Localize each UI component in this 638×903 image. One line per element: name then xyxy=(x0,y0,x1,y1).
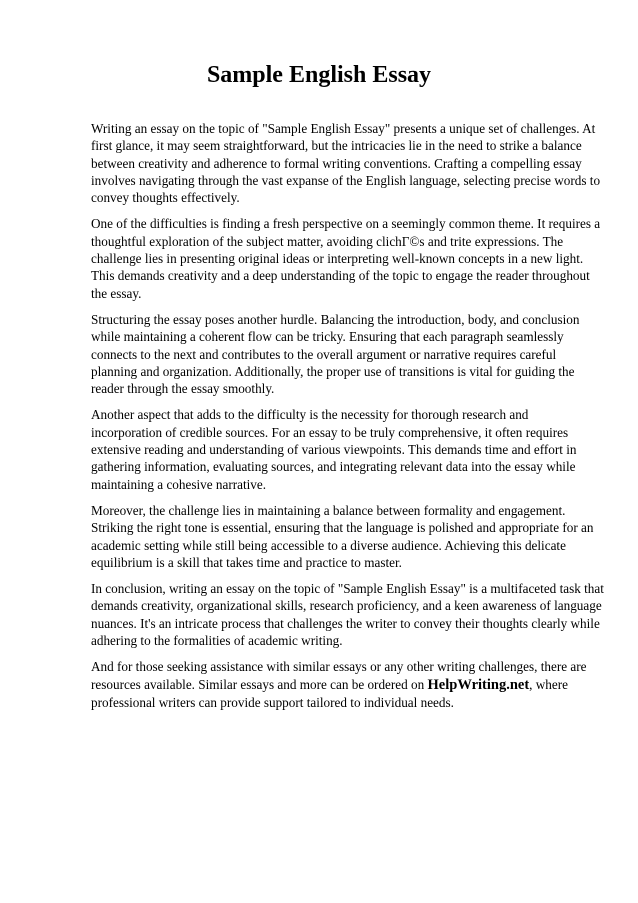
text-line: challenge lies in presenting original ideas or interpreting well-known concepts in a new light. xyxy=(91,251,584,267)
text-line: This demands creativity and a deep understanding of the topic to engage the reader throughout xyxy=(91,268,590,284)
text-line: Striking the right tone is essential, ensuring that the language is polished and appropriate for an xyxy=(91,520,594,536)
paragraph-1 xyxy=(91,120,601,206)
closing-text-after-link: , where xyxy=(529,676,568,692)
closing-paragraph xyxy=(91,658,591,711)
text-line: Another aspect that adds to the difficulty is the necessity for thorough research and xyxy=(91,407,529,423)
text-line xyxy=(91,676,591,694)
text-line: incorporation of credible sources. For an essay to be truly comprehensive, it often requires xyxy=(91,424,569,440)
text-line: demands creativity, organizational skills, research proficiency, and a keen awareness of language xyxy=(91,598,602,614)
text-line: In conclusion, writing an essay on the topic of "Sample English Essay" is a multifaceted task that xyxy=(91,581,604,597)
text-line: reader through the essay smoothly. xyxy=(91,381,275,397)
text-line: professional writers can provide support tailored to individual needs. xyxy=(91,694,454,710)
text-line: adhering to the formalities of academic writing. xyxy=(91,633,343,649)
text-line: convey thoughts effectively. xyxy=(91,190,240,206)
document-body xyxy=(91,120,604,720)
text-line: Structuring the essay poses another hurdle. Balancing the introduction, body, and conclusion xyxy=(91,311,580,327)
text-line: And for those seeking assistance with similar essays or any other writing challenges, there are xyxy=(91,659,587,675)
text-line: One of the difficulties is finding a fresh perspective on a seemingly common theme. It requires a xyxy=(91,216,601,232)
text-line: thoughtful exploration of the subject matter, avoiding clichΓ©s and trite expressions. The xyxy=(91,233,564,249)
paragraph-2 xyxy=(91,215,601,301)
text-line: between creativity and adherence to formal writing conventions. Crafting a compelling essay xyxy=(91,155,582,171)
text-line: planning and organization. Additionally, the proper use of transitions is vital for guiding the xyxy=(91,363,575,379)
text-line: while maintaining a coherent flow can be tricky. Ensuring that each paragraph seamlessly xyxy=(91,329,564,345)
text-line: academic setting while still being accessible to a diverse audience. Achieving this delicate xyxy=(91,537,566,553)
text-line: equilibrium is a skill that takes time and practice to master. xyxy=(91,554,402,570)
text-line: first glance, it may seem straightforward, but the intricacies lie in the need to strike a balance xyxy=(91,138,582,154)
text-line: the essay. xyxy=(91,285,142,301)
paragraph-6 xyxy=(91,580,604,649)
text-line: connects to the next and contributes to the overall argument or narrative requires careful xyxy=(91,346,557,362)
paragraph-3 xyxy=(91,311,591,397)
text-line: involves navigating through the vast expanse of the English language, selecting precise words to xyxy=(91,172,601,188)
helpwriting-link[interactable]: HelpWriting.net xyxy=(427,676,530,693)
closing-text-before-link: resources available. Similar essays and more can be ordered on xyxy=(91,676,428,692)
paragraph-5 xyxy=(91,502,594,571)
paragraph-4 xyxy=(91,406,591,492)
text-line: extensive reading and understanding of various viewpoints. This demands time and effort in xyxy=(91,442,577,458)
text-line: maintaining a cohesive narrative. xyxy=(91,476,267,492)
text-line: Moreover, the challenge lies in maintaining a balance between formality and engagement. xyxy=(91,502,566,518)
text-line: nuances. It's an intricate process that challenges the writer to convey their thoughts clearly while xyxy=(91,615,600,631)
text-line: Writing an essay on the topic of "Sample English Essay" presents a unique set of challenges. At xyxy=(91,121,596,136)
document-title: Sample English Essay xyxy=(206,62,432,88)
text-line: gathering information, evaluating sources, and integrating relevant data into the essay while xyxy=(91,459,576,475)
